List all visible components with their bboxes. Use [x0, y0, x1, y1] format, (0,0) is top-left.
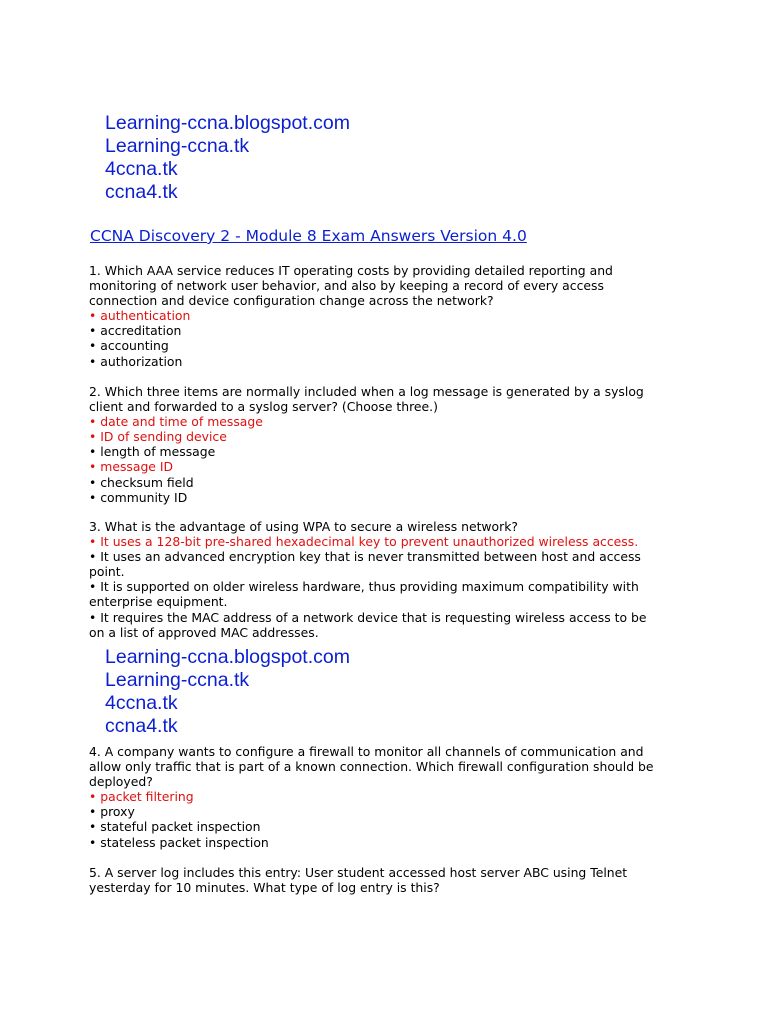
answer-option-correct: • It uses a 128-bit pre-shared hexadecimal key to prevent unauthorized wireless access. — [89, 534, 639, 550]
question-text: yesterday for 10 minutes. What type of log entry is this? — [89, 880, 440, 896]
answer-option: • stateless packet inspection — [89, 834, 269, 850]
question-text: 3. What is the advantage of using WPA to secure a wireless network? — [89, 519, 518, 534]
site-link-blogspot[interactable]: Learning-ccna.blogspot.com — [105, 646, 350, 668]
answer-option-correct: • ID of sending device — [89, 429, 227, 445]
question-text: allow only traffic that is part of a known connection. Which firewall configuration should be — [89, 759, 654, 775]
page-title-link[interactable]: CCNA Discovery 2 - Module 8 Exam Answers Version 4.0 — [90, 227, 527, 245]
site-links-middle — [105, 646, 350, 738]
question-text: 2. Which three items are normally included when a log message is generated by a syslog — [89, 384, 644, 399]
question-text: 1. Which AAA service reduces IT operating costs by providing detailed reporting and — [89, 263, 613, 278]
site-link-learning-ccna-tk[interactable]: Learning-ccna.tk — [105, 669, 250, 691]
answer-option: • authorization — [89, 353, 183, 369]
answer-option-correct: • date and time of message — [89, 414, 263, 430]
site-link-blogspot[interactable]: Learning-ccna.blogspot.com — [105, 112, 350, 134]
question-1 — [89, 263, 679, 369]
question-2 — [89, 384, 679, 505]
question-text: 4. A company wants to configure a firewall to monitor all channels of communication and — [89, 744, 644, 759]
answer-option: • accreditation — [89, 323, 182, 339]
answer-option: • stateful packet inspection — [89, 819, 261, 835]
answer-option: • length of message — [89, 444, 216, 460]
answer-option: • accounting — [89, 338, 169, 354]
site-links-top — [105, 112, 350, 204]
site-link-4ccna-tk[interactable]: 4ccna.tk — [105, 692, 178, 714]
question-text: monitoring of network user behavior, and also by keeping a record of every access — [89, 278, 604, 294]
site-link-4ccna-tk[interactable]: 4ccna.tk — [105, 158, 178, 180]
question-text: client and forwarded to a syslog server? (Choose three.) — [89, 399, 438, 415]
answer-option-correct: • packet filtering — [89, 789, 194, 805]
answer-option: point. — [89, 564, 125, 580]
answer-option-correct: • authentication — [89, 308, 191, 324]
question-text: connection and device configuration change across the network? — [89, 293, 494, 309]
answer-option: • proxy — [89, 804, 135, 820]
question-5 — [89, 865, 679, 895]
answer-option-correct: • message ID — [89, 459, 174, 475]
answer-option: • community ID — [89, 489, 188, 505]
answer-option: enterprise equipment. — [89, 594, 228, 610]
answer-option: on a list of approved MAC addresses. — [89, 624, 319, 640]
question-3 — [89, 519, 679, 640]
site-link-learning-ccna-tk[interactable]: Learning-ccna.tk — [105, 135, 250, 157]
answer-option: • It requires the MAC address of a network device that is requesting wireless access to be — [89, 609, 647, 625]
answer-option: • It uses an advanced encryption key that is never transmitted between host and access — [89, 549, 641, 565]
question-text: 5. A server log includes this entry: User student accessed host server ABC using Telnet — [89, 865, 628, 880]
site-link-ccna4-tk[interactable]: ccna4.tk — [105, 715, 178, 737]
answer-option: • It is supported on older wireless hardware, thus providing maximum compatibility with — [89, 579, 639, 595]
question-text: deployed? — [89, 774, 153, 790]
answer-option: • checksum field — [89, 474, 194, 490]
question-4 — [89, 744, 679, 850]
site-link-ccna4-tk[interactable]: ccna4.tk — [105, 181, 178, 203]
